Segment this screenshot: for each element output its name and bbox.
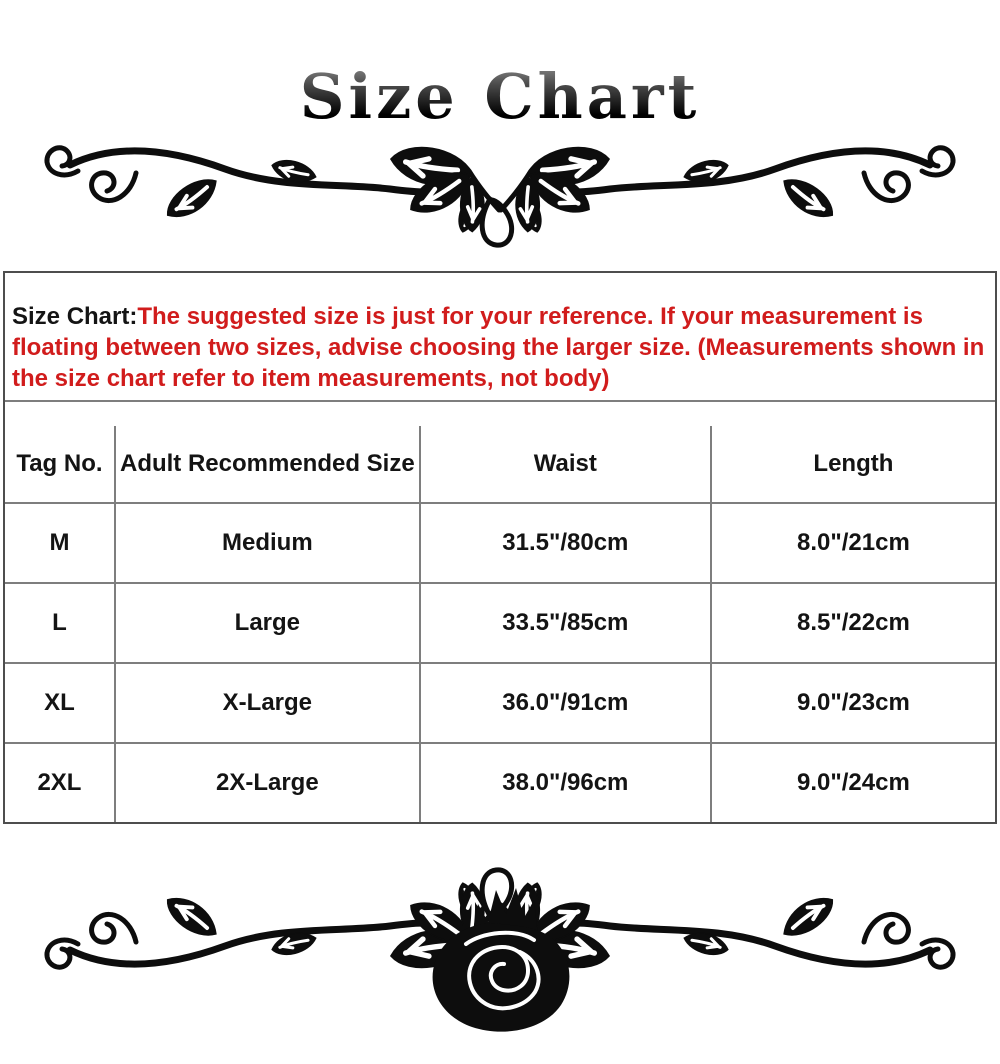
cell-size: Medium [114,502,419,582]
col-header-recommended-size: Adult Recommended Size [114,426,419,502]
cell-tag: 2XL [5,742,114,822]
notice-warning-text: The suggested size is just for your reference. If your measurement is floating between two sizes, advise choosing the larger size. (Measurements shown in the size chart refer to item measurements, not body) [12,303,985,393]
notice-label: Size Chart: [12,303,138,331]
floral-divider-top [20,133,980,253]
size-chart-panel [3,271,997,824]
cell-tag: L [5,582,114,662]
cell-size: Large [114,582,419,662]
cell-waist: 33.5"/85cm [419,582,710,662]
cell-waist: 36.0"/91cm [419,662,710,742]
cell-waist: 31.5"/80cm [419,502,710,582]
cell-size: 2X-Large [114,742,419,822]
cell-length: 9.0"/24cm [710,742,995,822]
cell-length: 8.5"/22cm [710,582,995,662]
cell-length: 8.0"/21cm [710,502,995,582]
col-header-waist: Waist [419,426,710,502]
floral-vine-rose-icon [20,860,980,1045]
size-table [5,426,995,822]
cell-tag: XL [5,662,114,742]
col-header-length: Length [710,426,995,502]
cell-waist: 38.0"/96cm [419,742,710,822]
col-header-tag-no: Tag No. [16,450,103,478]
floral-vine-icon [20,133,980,253]
cell-size: X-Large [114,662,419,742]
page-title: Size Chart [0,64,1000,129]
cell-tag: M [5,502,114,582]
rose-icon [433,888,570,1032]
size-chart-notice [5,297,995,402]
floral-divider-bottom [20,860,980,1045]
cell-length: 9.0"/23cm [710,662,995,742]
